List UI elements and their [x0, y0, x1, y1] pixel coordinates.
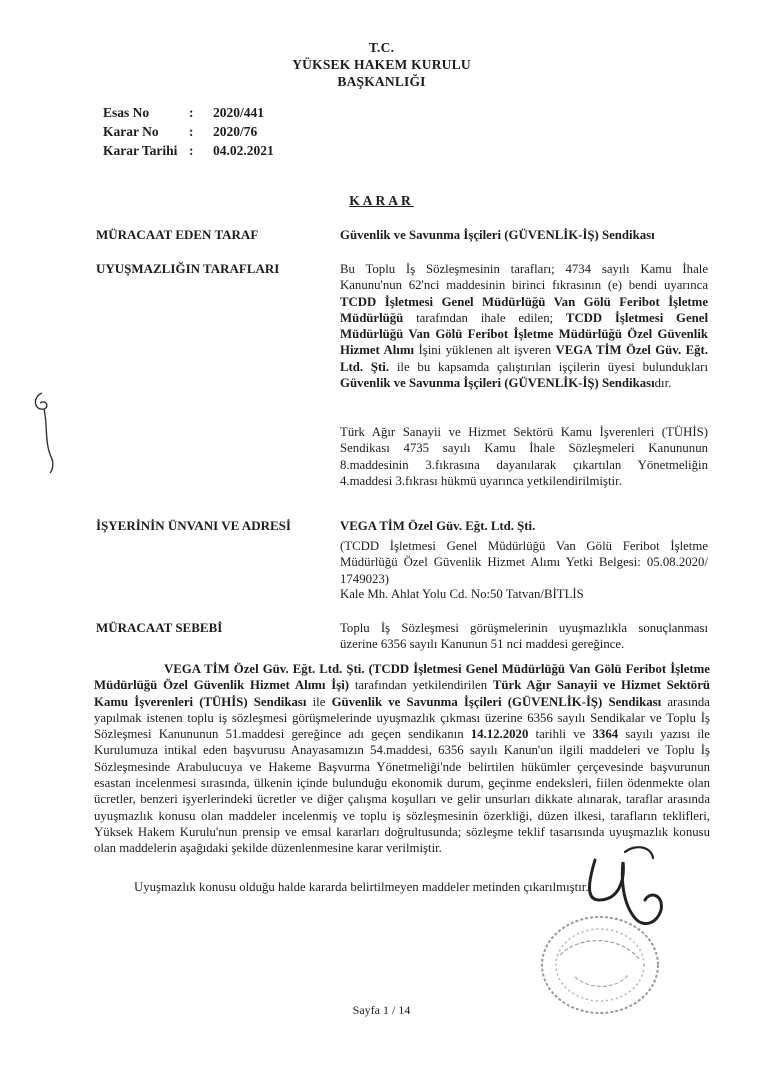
text-segment: Bu Toplu İş Sözleşmesinin tarafları; 4734 sayılı Kamu İhale Kanunu'nun 62'nci maddesinin birinci fıkrasının (e) bendi uyarınca: [340, 262, 708, 293]
case-info: [103, 105, 274, 162]
reason-value: Toplu İş Sözleşmesi görüşmelerinin uyuşmazlıkla sonuçlanması üzerine 6356 sayılı Kanunun 51 nci maddesi gereğince.: [340, 621, 708, 652]
text-segment: ile: [306, 694, 332, 709]
case-info-row-esas: [103, 105, 274, 124]
karar-sep: :: [189, 124, 194, 139]
header-presidency: BAŞKANLIĞI: [337, 74, 426, 89]
decision-paragraph-1: [94, 661, 710, 857]
decision-paragraph-2: Uyuşmazlık konusu olduğu halde kararda belirtilmeyen maddeler metinden çıkarılmıştır.: [134, 880, 589, 894]
workplace-label: İŞYERİNİN ÜNVANI VE ADRESİ: [96, 518, 291, 533]
text-segment: TCDD İşletmesi Genel Müdürlüğü Van Gölü Feribot İşletme Müdürlüğü Özel Güvenlik Hizmet Alımı: [340, 310, 708, 358]
workplace-detail: (TCDD İşletmesi Genel Müdürlüğü Van Gölü Feribot İşletme Müdürlüğü Özel Güvenlik Hizmet Alımı Yetki Belgesi: 05.08.2020/ 1749023): [340, 539, 708, 586]
applicant-value: Güvenlik ve Savunma İşçileri (GÜVENLİK-İŞ) Sendikası: [340, 228, 655, 242]
text-segment: tarafından yetkilendirilen: [349, 678, 493, 693]
date-label: Karar Tarihi: [103, 143, 178, 158]
parties-label: UYUŞMAZLIĞIN TARAFLARI: [96, 261, 280, 276]
reason-label: MÜRACAAT SEBEBİ: [96, 620, 223, 635]
text-segment: tarafından ihale edilen;: [403, 310, 566, 325]
header-institution: YÜKSEK HAKEM KURULU: [292, 57, 471, 72]
date-value: 04.02.2021: [213, 143, 274, 158]
text-segment: Güvenlik ve Savunma İşçileri (GÜVENLİK-İŞ) Sendikası: [340, 376, 655, 391]
parties-paragraph-2: Türk Ağır Sanayii ve Hizmet Sektörü Kamu İşverenleri (TÜHİS) Sendikası 4735 sayılı Kamu İhale Sözleşmeleri Kanununun 8.maddesinin 3.fıkrasına dayanılarak çıkartılan Yönetmeliğin 4.maddesi 3.fıkrası hükmü uyarınca yetkilendirilmiştir.: [340, 425, 708, 488]
esas-value: 2020/441: [213, 105, 265, 120]
margin-scribble: [30, 385, 70, 475]
esas-sep: :: [189, 105, 194, 120]
parties-paragraph-1: [340, 261, 708, 391]
text-segment: tarihli ve: [528, 727, 593, 742]
text-segment: 14.12.2020: [470, 727, 529, 742]
text-segment: Türk Ağır Sanayii ve Hizmet Sektörü Kamu İşverenleri (TÜHİS) Sendikası: [94, 678, 710, 709]
workplace-address: Kale Mh. Ahlat Yolu Cd. No:50 Tatvan/BİTLİS: [340, 587, 584, 601]
workplace-name: VEGA TİM Özel Güv. Eğt. Ltd. Şti.: [340, 519, 536, 533]
text-segment: VEGA TİM Özel Güv. Eğt. Ltd. Şti. (TCDD İşletmesi Genel Müdürlüğü Van Gölü Feribot İşletme Müdürlüğü Özel Güvenlik Hizmet Alımı İşi): [94, 662, 710, 693]
header-tc: T.C.: [368, 40, 395, 55]
page-number: Sayfa 1 / 14: [352, 1003, 411, 1017]
case-info-row-date: [103, 143, 274, 162]
text-segment: İşini yüklenen alt işveren: [414, 343, 556, 358]
date-sep: :: [189, 143, 194, 158]
case-info-row-karar: [103, 124, 274, 143]
official-stamp: [520, 905, 670, 1025]
karar-value: 2020/76: [213, 124, 258, 139]
text-segment: VEGA TİM Özel Güv. Eğt. Ltd. Şti.: [340, 343, 708, 374]
text-segment: sayılı yazısı ile Kurulumuza intikal eden başvurusu Anayasamızın 54.maddesi, 6356 sayılı Kanun'un ilgili maddeleri ve Toplu İş Sözleşmesinde Arabulucuya ve Hakeme Başvurma Yönetmeliği'nde belirtilen hükümler çerçevesinde başvurunun esastan incelenmesi sırasında, ülkenin içinde bulunduğu ekonomik durum, geçinme endeksleri, fiilen ödenmekte olan ücretler, benzeri işyerlerindeki ücretler ve diğer çalışma koşulları ve gelir unsurları dikkate alınarak, taraflar arasında uyuşmazlık konusu olan maddeler incelenmiş ve toplu iş sözleşmesinin özerkliği, düzen ilkesi, tarafların teklifleri, Yüksek Hakem Kurulu'nun prensip ve emsal kararları doğrultusunda; sözleşme teklif tasarısında uyuşmazlık konusu olan maddelerin aşağıdaki şekilde düzenlenmesine karar verilmiştir.: [94, 727, 710, 856]
document-title: KARAR: [349, 193, 414, 208]
applicant-label: MÜRACAAT EDEN TARAF: [96, 227, 259, 242]
text-segment: TCDD İşletmesi Genel Müdürlüğü Van Gölü Feribot İşletme Müdürlüğü: [340, 294, 708, 325]
text-segment: arasında yapılmak istenen toplu iş sözleşmesi görüşmelerinde uyuşmazlık çıkması üzerine 6356 sayılı Sendikalar ve Toplu İş Sözleşmesi Kanununun 51.maddesi gereğince adı geçen sendikanın: [94, 694, 710, 742]
text-segment: 3364: [592, 727, 619, 742]
karar-label: Karar No: [103, 124, 159, 139]
text-segment: Güvenlik ve Savunma İşçileri (GÜVENLİK-İŞ) Sendikası: [331, 694, 662, 709]
esas-label: Esas No: [103, 105, 150, 120]
text-segment: dır.: [654, 376, 672, 391]
text-segment: ile bu kapsamda çalıştırılan işçilerin üyesi bulundukları: [389, 359, 708, 374]
